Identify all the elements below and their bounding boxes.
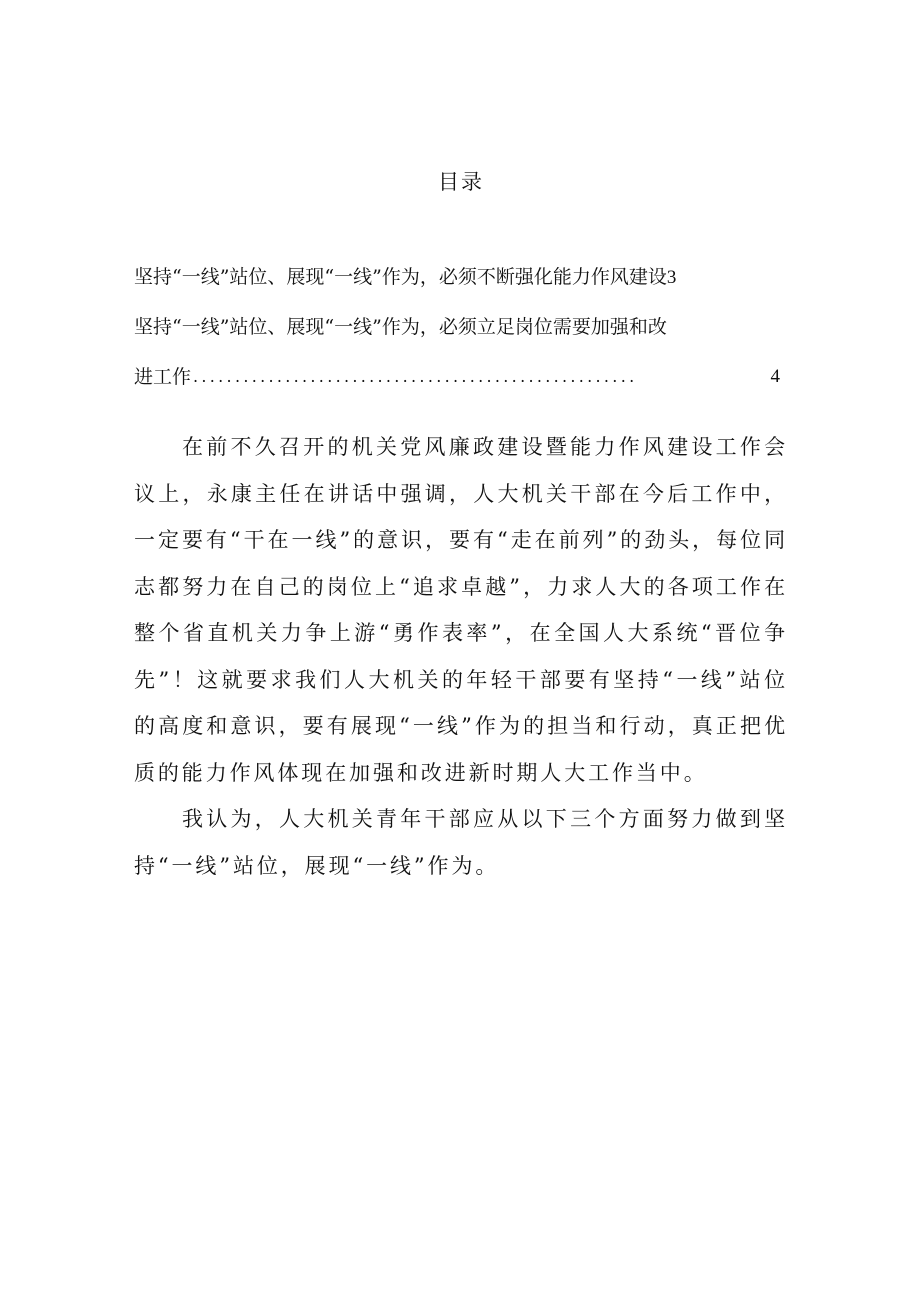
body-text (134, 424, 788, 889)
toc-entry-2-text: 进工作 (134, 366, 192, 388)
paragraph-1: 在前不久召开的机关党风廉政建设暨能力作风建设工作会议上，永康主任在讲话中强调，人大机关干部在今后工作中，一定要有“干在一线”的意识，要有“走在前列”的劲头，每位同志都努力在自己的岗位上“追求卓越”，力求人大的各项工作在整个省直机关力争上游“勇作表率”，在全国人大系统“晋位争先”！这就要求我们人大机关的年轻干部要有坚持“一线”站位的高度和意识，要有展现“一线”作为的担当和行动，真正把优质的能力作风体现在加强和改进新时期人大工作当中。 (134, 435, 788, 785)
paragraph-2: 我认为，人大机关青年干部应从以下三个方面努力做到坚持“一线”站位，展现“一线”作为。 (134, 807, 788, 878)
toc-title: 目录 (438, 170, 484, 194)
toc-dot-leader: ..................................................... (193, 367, 638, 386)
toc-entry-2-line1[interactable]: 坚持“一线”站位、展现“一线”作为，必须立足岗位需要加强和改 (134, 316, 667, 338)
toc-entry-2-line2[interactable] (134, 364, 780, 390)
toc-entry-1-page: 3 (666, 267, 677, 288)
toc-entry-1-text: 坚持“一线”站位、展现“一线”作为，必须不断强化能力作风建设 (134, 266, 667, 288)
toc-entry-1[interactable] (134, 264, 676, 291)
toc-entry-2-page: 4 (770, 366, 780, 387)
